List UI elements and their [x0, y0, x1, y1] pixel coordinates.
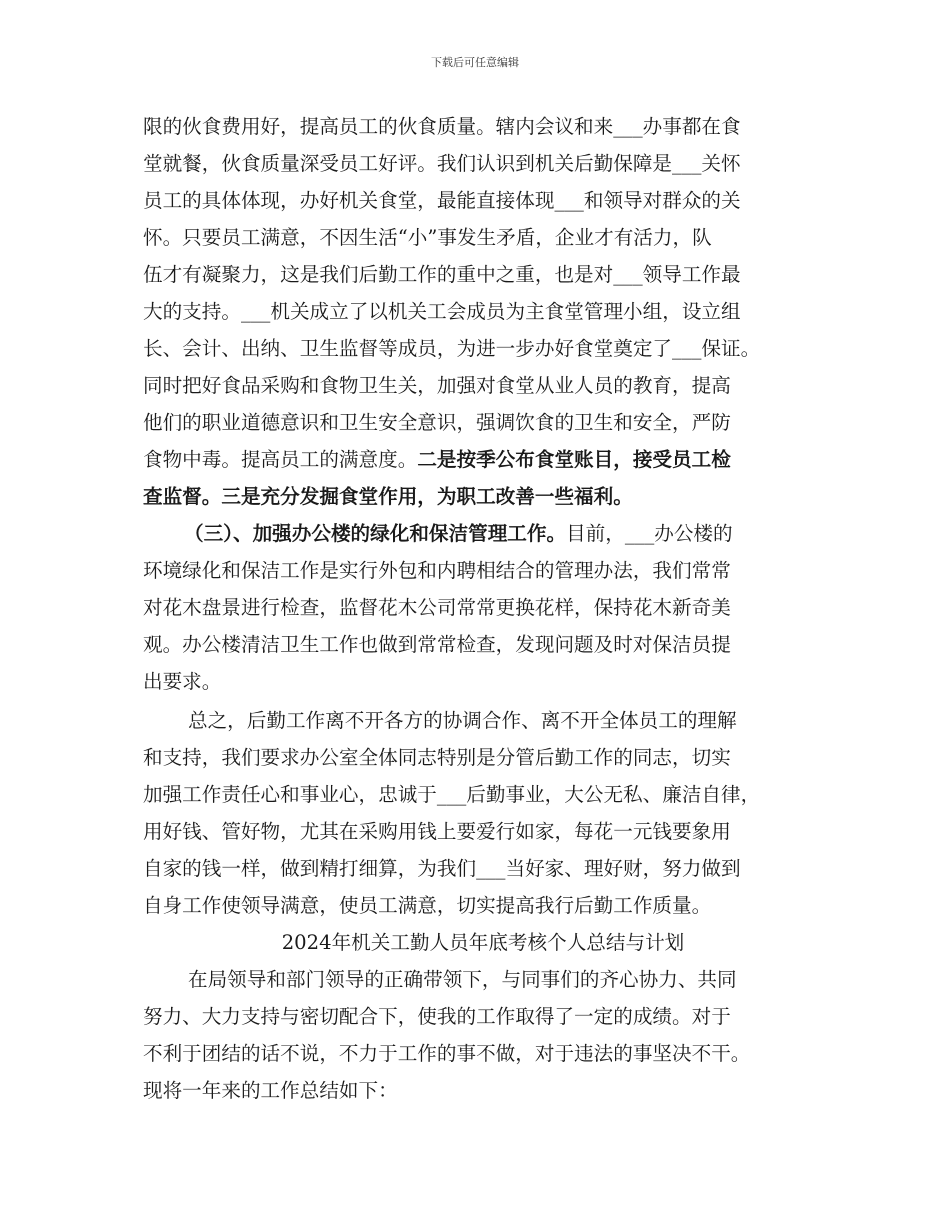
text-line: 出要求。 [143, 670, 222, 693]
text-line: 总之，后勤工作离不开各方的协调合作、离不开全体员工的理解 [188, 709, 737, 732]
section-heading: （三）、加强办公楼的绿化和保洁管理工作。 [184, 522, 567, 545]
bold-text-segment: 二是按季公布食堂账目，接受员工检 [417, 448, 731, 471]
text-line: 同时把好食品采购和食物卫生关，加强对食堂从业人员的教育，提高 [143, 374, 731, 397]
text-line: 用好钱、管好物，尤其在采购用钱上要爱行如家，每花一元钱要象用 [143, 820, 731, 843]
text-line: 环境绿化和保洁工作是实行外包和内聘相结合的管理办法，我们常常 [143, 559, 731, 582]
text-line: 加强工作责任心和事业心，忠诚于___后勤事业，大公无私、廉洁自律， [143, 783, 761, 806]
text-line: 在局领导和部门领导的正确带领下，与同事们的齐心协力、共同 [188, 968, 737, 991]
text-segment: 目前，___办公楼的 [566, 522, 733, 545]
text-line: 伍才有凝聚力，这是我们后勤工作的重中之重，也是对___领导工作最 [143, 263, 741, 286]
text-line: 和支持，我们要求办公室全体同志特别是分管后勤工作的同志，切实 [143, 746, 731, 769]
section-heading-line [143, 515, 823, 552]
text-line: 员工的具体体现，办好机关食堂，最能直接体现___和领导对群众的关 [143, 189, 741, 212]
text-line: 自家的钱一样，做到精打细算，为我们___当好家、理好财，努力做到 [143, 857, 741, 880]
text-line: 现将一年来的工作总结如下： [143, 1079, 398, 1102]
text-line: 自身工作使领导满意，使员工满意，切实提高我行后勤工作质量。 [143, 894, 712, 917]
text-line: 怀。只要员工满意，不因生活“小”事发生矛盾，企业才有活力，队 [143, 226, 712, 249]
text-line: 他们的职业道德意识和卫生安全意识，强调饮食的卫生和安全，严防 [143, 411, 731, 434]
text-line: 观。办公楼清洁卫生工作也做到常常检查，发现问题及时对保洁员提 [143, 633, 731, 656]
text-line-mixed [143, 441, 823, 478]
document-body [143, 108, 823, 1109]
document-title: 2024年机关工勤人员年底考核个人总结与计划 [281, 931, 685, 954]
text-line: 努力、大力支持与密切配合下，使我的工作取得了一定的成绩。对于 [143, 1005, 731, 1028]
text-segment: 食物中毒。提高员工的满意度。 [143, 448, 418, 471]
text-line: 对花木盘景进行检查，监督花木公司常常更换花样，保持花木新奇美 [143, 596, 731, 619]
page-header-note: 下载后可任意编辑 [431, 56, 519, 69]
text-line: 限的伙食费用好，提高员工的伙食质量。辖内会议和来___办事都在食 [143, 115, 741, 138]
bold-text-line: 查监督。三是充分发掘食堂作用，为职工改善一些福利。 [143, 485, 633, 508]
text-line: 堂就餐，伙食质量深受员工好评。我们认识到机关后勤保障是___关怀 [143, 152, 741, 175]
text-line: 长、会计、出纳、卫生监督等成员，为进一步办好食堂奠定了___保证。 [143, 337, 761, 360]
text-line: 大的支持。___机关成立了以机关工会成员为主食堂管理小组，设立组 [143, 300, 741, 323]
text-line: 不利于团结的话不说，不力于工作的事不做，对于违法的事坚决不干。 [143, 1042, 751, 1065]
